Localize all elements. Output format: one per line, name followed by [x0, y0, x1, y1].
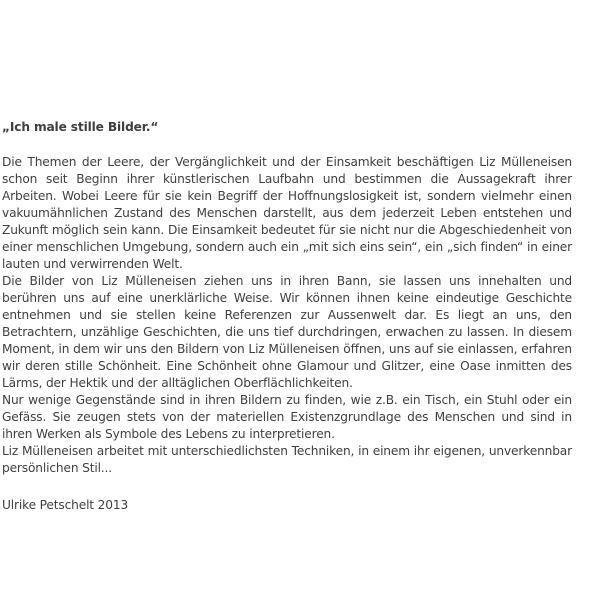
paragraph-objects: Nur wenige Gegenstände sind in ihren Bildern zu finden, wie z.B. ein Tisch, ein Stuhl oder ein Gefäss. Sie zeugen stets von der materiellen Existenzgrundlage des Menschen und sind in ihren Werken als Symbole des Lebens zu interpretieren.: [2, 393, 572, 441]
body-text: [2, 154, 572, 477]
author-signature: Ulrike Petschelt 2013: [2, 498, 129, 512]
paragraph-images: Die Bilder von Liz Mülleneisen ziehen uns in ihren Bann, sie lassen uns innehalten und berühren uns auf eine unerklärliche Weise. Wir können ihnen keine eindeutige Geschichte entnehmen und sie stellen keine Referenzen zur Aussenwelt dar. Es liegt an uns, den Betrachtern, unzählige Geschichten, die uns tief durchdringen, erwachen zu lassen. In diesem Moment, in dem wir uns den Bildern von Liz Mülleneisen öffnen, uns auf sie einlassen, erfahren wir deren stille Schönheit. Eine Schönheit ohne Glamour und Glitzer, eine Oase inmitten des Lärms, der Hektik und der alltäglichen Oberflächlichkeiten.: [2, 274, 572, 390]
quote-heading: „Ich male stille Bilder.“: [2, 120, 159, 134]
paragraph-techniques: Liz Mülleneisen arbeitet mit unterschiedlichsten Techniken, in einem ihr eigenen, unverkennbar persönlichen Stil...: [2, 444, 572, 475]
paragraph-themes: Die Themen der Leere, der Vergänglichkeit und der Einsamkeit beschäftigen Liz Mülleneisen schon seit Beginn ihrer künstlerischen Laufbahn und bestimmen die Aussagekraft ihrer Arbeiten. Wobei Leere für sie kein Begriff der Hoffnungslosigkeit ist, sondern vielmehr einen vakuumähnlichen Zustand des Menschen darstellt, aus dem jederzeit Leben entstehen und Zukunft möglich sein kann. Die Einsamkeit bedeutet für sie nicht nur die Abgeschiedenheit von einer menschlichen Umgebung, sondern auch ein „mit sich eins sein“, ein „sich finden“ in einer lauten und verwirrenden Welt.: [2, 155, 572, 271]
